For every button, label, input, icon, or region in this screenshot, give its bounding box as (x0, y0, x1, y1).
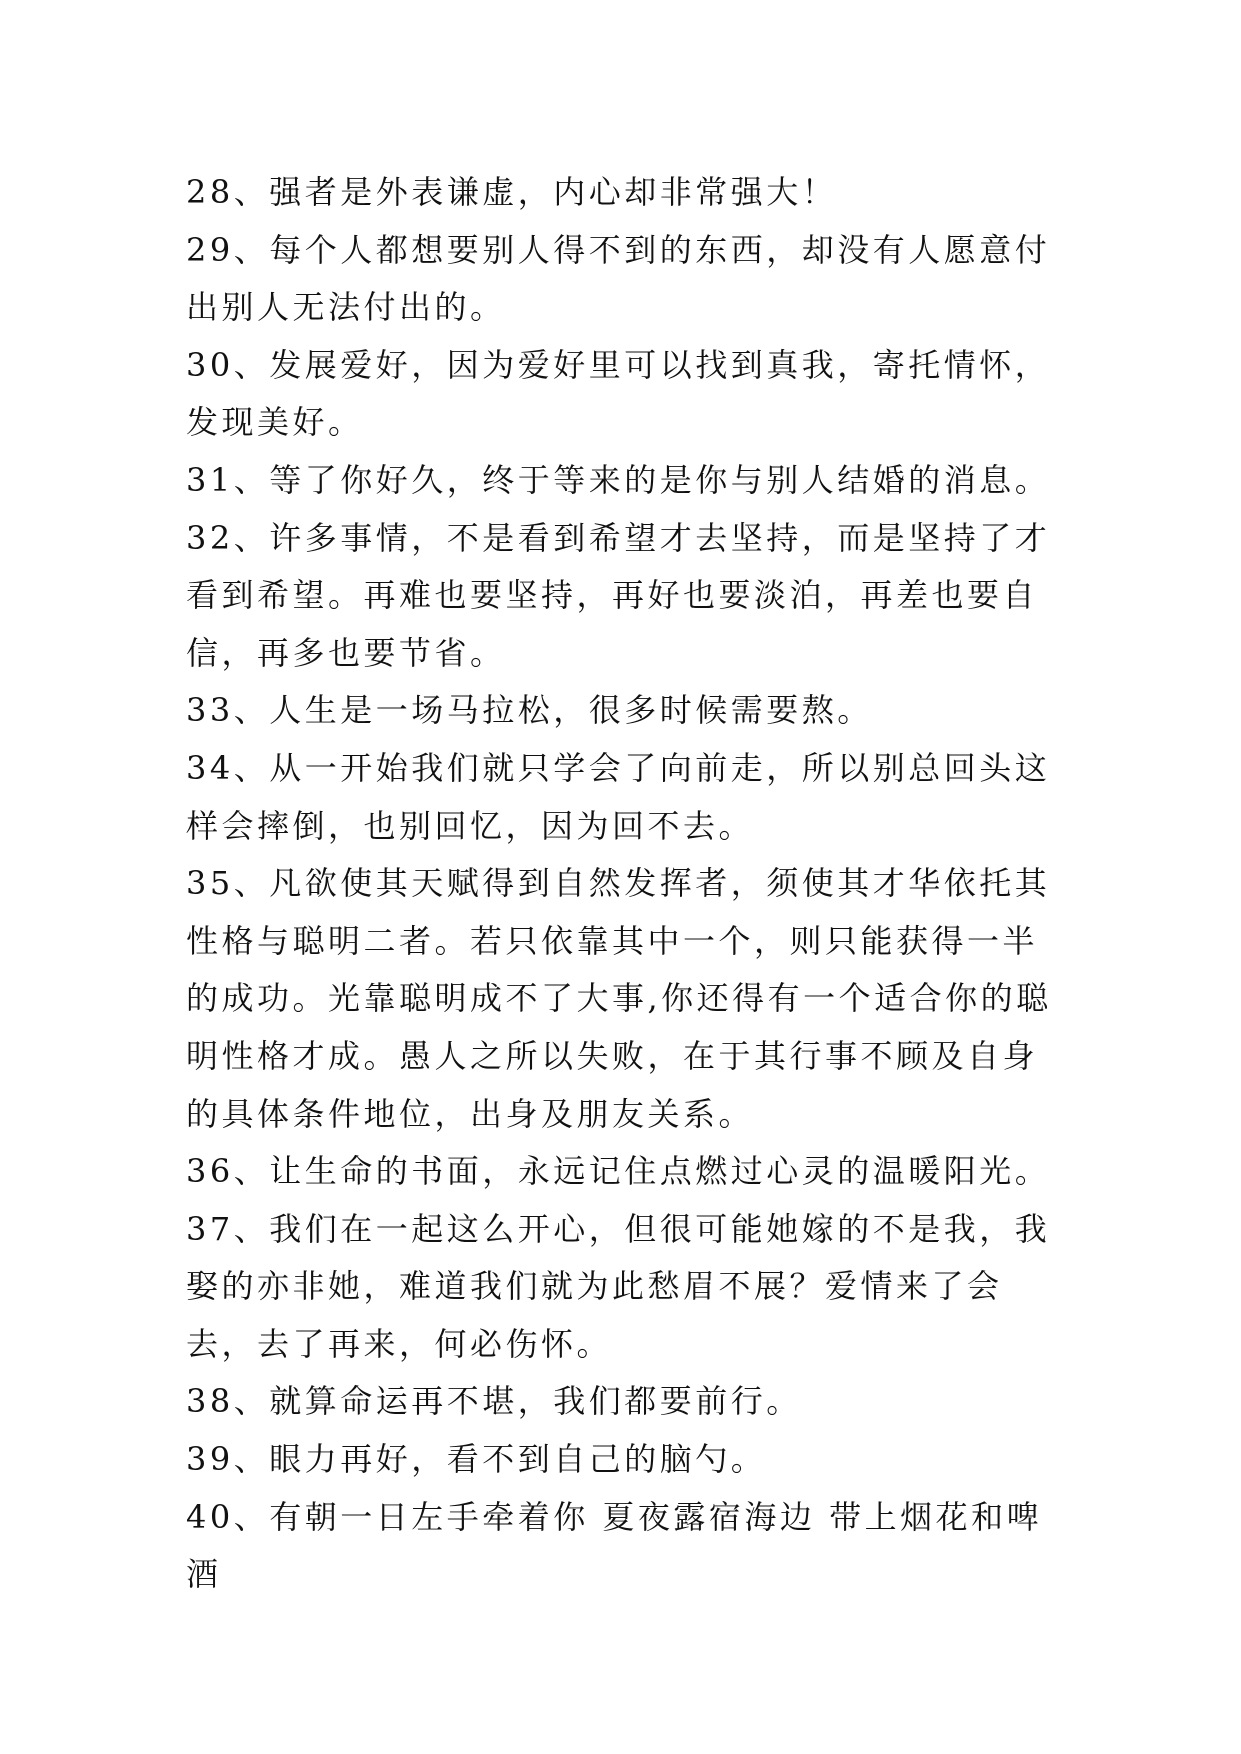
list-item: 29、每个人都想要别人得不到的东西，却没有人愿意付出别人无法付出的。 (186, 230, 1051, 327)
list-item: 30、发展爱好，因为爱好里可以找到真我，寄托情怀，发现美好。 (186, 345, 1051, 442)
document-body (186, 164, 1066, 1604)
list-item: 34、从一开始我们就只学会了向前走，所以别总回头这样会摔倒，也别回忆，因为回不去。 (186, 748, 1051, 845)
list-item: 33、人生是一场马拉松，很多时候需要熬。 (186, 691, 873, 730)
list-item: 35、凡欲使其天赋得到自然发挥者，须使其才华依托其性格与聪明二者。若只依靠其中一个，则只能获得一半的成功。光靠聪明成不了大事,你还得有一个适合你的聪明性格才成。愚人之所以失败，在于其行事不顾及自身的具体条件地位，出身及朋友关系。 (186, 864, 1052, 1133)
list-item: 28、强者是外表谦虚，内心却非常强大！ (186, 173, 838, 211)
list-item: 37、我们在一起这么开心，但很可能她嫁的不是我，我娶的亦非她，难道我们就为此愁眉不展？爱情来了会去，去了再来，何必伤怀。 (186, 1209, 1051, 1363)
list-item: 38、就算命运再不堪，我们都要前行。 (186, 1382, 802, 1421)
list-item: 40、有朝一日左手牵着你 夏夜露宿海边 带上烟花和啤酒 (186, 1497, 1043, 1594)
list-item: 36、让生命的书面，永远记住点燃过心灵的温暖阳光。 (186, 1152, 1051, 1191)
list-item: 39、眼力再好，看不到自己的脑勺。 (186, 1440, 767, 1479)
list-item: 31、等了你好久，终于等来的是你与别人结婚的消息。 (186, 460, 1051, 499)
list-item: 32、许多事情，不是看到希望才去坚持，而是坚持了才看到希望。再难也要坚持，再好也要淡泊，再差也要自信，再多也要节省。 (186, 518, 1051, 672)
